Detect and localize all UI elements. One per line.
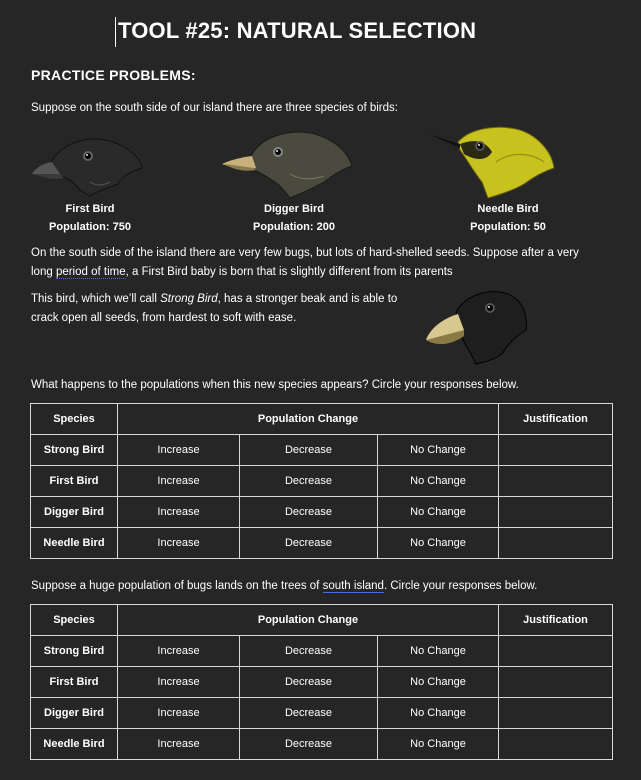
needle-bird-caption: [448, 200, 568, 236]
table-row: [31, 497, 613, 528]
no-change-option[interactable]: No Change: [378, 497, 499, 528]
species-cell: Strong Bird: [31, 435, 118, 466]
first-bird-image: [30, 126, 145, 201]
species-cell: First Bird: [31, 667, 118, 698]
intro-text: Suppose on the south side of our island there are three species of birds:: [31, 102, 398, 114]
decrease-option[interactable]: Decrease: [240, 698, 378, 729]
needle-bird-population: Population: 50: [470, 221, 546, 233]
no-change-option[interactable]: No Change: [378, 667, 499, 698]
question-2-text-1: Suppose a huge population of bugs lands on the trees of: [31, 580, 323, 592]
species-cell: Digger Bird: [31, 497, 118, 528]
decrease-option[interactable]: Decrease: [240, 435, 378, 466]
strong-text-2: , has a stronger beak and is able to crack open all seeds, from hardest to soft with ease.: [31, 293, 398, 324]
justification-cell[interactable]: [499, 466, 613, 497]
justification-cell[interactable]: [499, 729, 613, 760]
no-change-option[interactable]: No Change: [378, 435, 499, 466]
first-bird-population: Population: 750: [49, 221, 131, 233]
digger-bird-caption: [234, 200, 354, 236]
table-header-row: [31, 605, 613, 636]
table-row: [31, 435, 613, 466]
strong-bird-term: Strong Bird: [160, 293, 218, 305]
justification-cell[interactable]: [499, 667, 613, 698]
table-row: [31, 528, 613, 559]
decrease-option[interactable]: Decrease: [240, 528, 378, 559]
needle-bird-name: Needle Bird: [477, 203, 539, 215]
question-2-underlined: south island: [322, 580, 384, 592]
increase-option[interactable]: Increase: [118, 466, 240, 497]
digger-bird-name: Digger Bird: [264, 203, 324, 215]
species-cell: Digger Bird: [31, 698, 118, 729]
species-cell: First Bird: [31, 466, 118, 497]
justification-header: Justification: [499, 404, 613, 435]
increase-option[interactable]: Increase: [118, 667, 240, 698]
table-header-row: [31, 404, 613, 435]
strong-bird-paragraph: [31, 290, 411, 328]
strong-text-1: This bird, which we’ll call: [31, 293, 161, 305]
justification-cell[interactable]: [499, 636, 613, 667]
increase-option[interactable]: Increase: [118, 636, 240, 667]
digger-bird-image: [220, 124, 355, 204]
species-cell: Needle Bird: [31, 528, 118, 559]
table-row: [31, 667, 613, 698]
no-change-option[interactable]: No Change: [378, 636, 499, 667]
increase-option[interactable]: Increase: [118, 497, 240, 528]
scenario-underlined: period of time: [55, 266, 126, 278]
scenario-text-1: On the south side of the island there are very few bugs, but lots of hard-shelled seeds. Suppose after a very long: [31, 247, 579, 278]
table-row: [31, 729, 613, 760]
increase-option[interactable]: Increase: [118, 435, 240, 466]
population-table-1: [30, 403, 613, 559]
question-1: What happens to the populations when this new species appears? Circle your responses below.: [31, 379, 519, 391]
no-change-option[interactable]: No Change: [378, 528, 499, 559]
species-header: Species: [31, 404, 118, 435]
section-heading: PRACTICE PROBLEMS:: [31, 67, 196, 83]
text-cursor: [115, 17, 116, 47]
species-cell: Needle Bird: [31, 729, 118, 760]
species-cell: Strong Bird: [31, 636, 118, 667]
question-2: [31, 577, 537, 596]
increase-option[interactable]: Increase: [118, 698, 240, 729]
no-change-option[interactable]: No Change: [378, 698, 499, 729]
justification-cell[interactable]: [499, 698, 613, 729]
table-row: [31, 698, 613, 729]
table-row: [31, 466, 613, 497]
decrease-option[interactable]: Decrease: [240, 729, 378, 760]
justification-cell[interactable]: [499, 435, 613, 466]
no-change-option[interactable]: No Change: [378, 466, 499, 497]
species-header: Species: [31, 605, 118, 636]
scenario-paragraph: [31, 244, 591, 282]
scenario-text-2: , a First Bird baby is born that is slightly different from its parents: [125, 266, 453, 278]
increase-option[interactable]: Increase: [118, 729, 240, 760]
justification-cell[interactable]: [499, 497, 613, 528]
no-change-option[interactable]: No Change: [378, 729, 499, 760]
question-2-text-2: . Circle your responses below.: [383, 580, 538, 592]
population-table-2: [30, 604, 613, 760]
decrease-option[interactable]: Decrease: [240, 497, 378, 528]
decrease-option[interactable]: Decrease: [240, 667, 378, 698]
strong-bird-image: [424, 288, 529, 366]
justification-header: Justification: [499, 605, 613, 636]
justification-cell[interactable]: [499, 528, 613, 559]
population-change-header: Population Change: [118, 404, 499, 435]
increase-option[interactable]: Increase: [118, 528, 240, 559]
digger-bird-population: Population: 200: [253, 221, 335, 233]
first-bird-caption: [30, 200, 150, 236]
needle-bird-image: [426, 122, 558, 200]
decrease-option[interactable]: Decrease: [240, 636, 378, 667]
page-title: TOOL #25: NATURAL SELECTION: [118, 18, 477, 43]
table-row: [31, 636, 613, 667]
decrease-option[interactable]: Decrease: [240, 466, 378, 497]
first-bird-name: First Bird: [65, 203, 115, 215]
population-change-header: Population Change: [118, 605, 499, 636]
